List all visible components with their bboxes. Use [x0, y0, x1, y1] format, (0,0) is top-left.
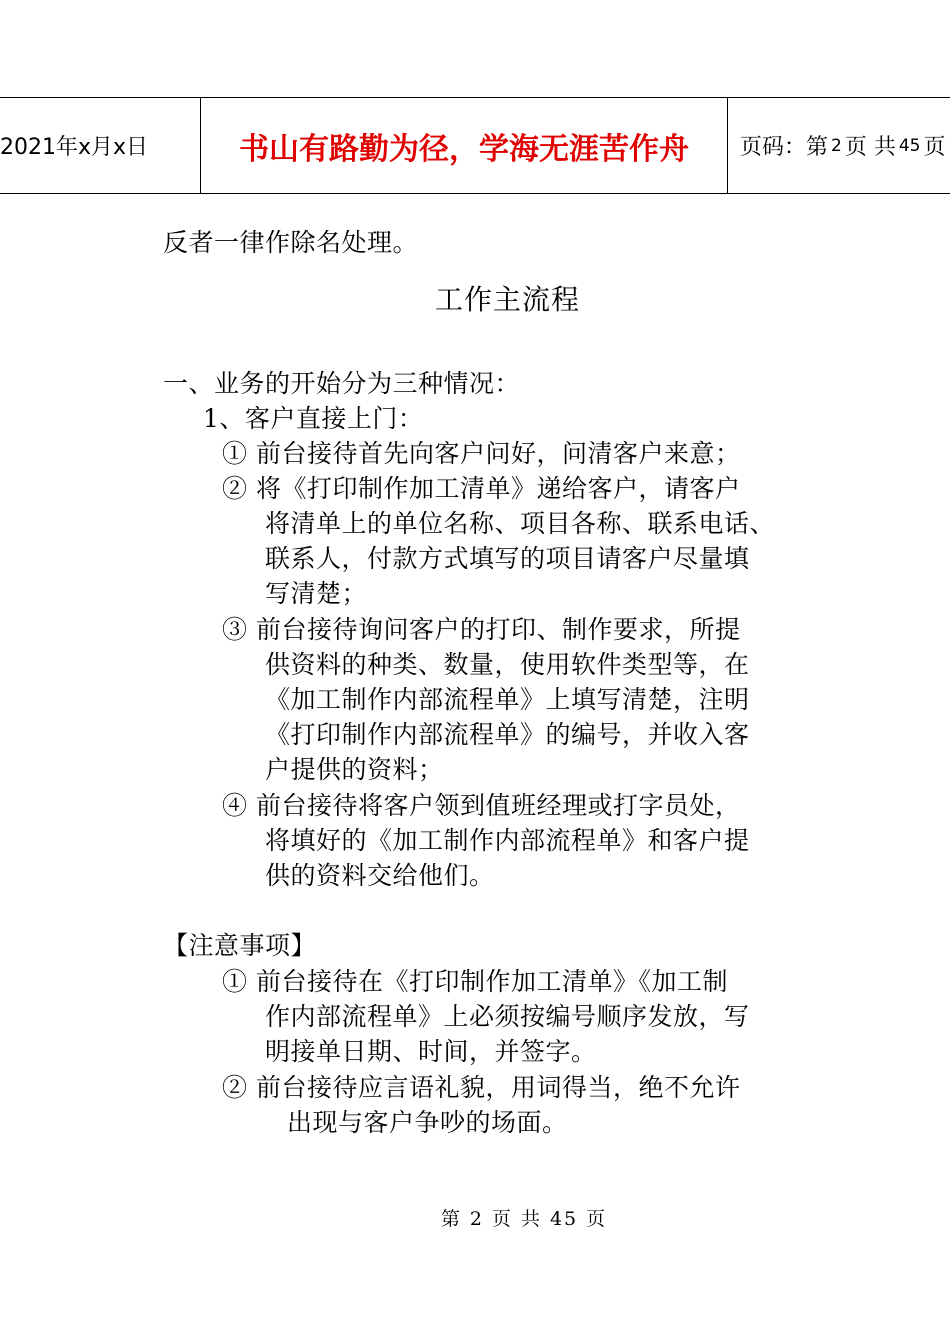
list-item: ① 前台接待在《打印制作加工清单》《加工制: [222, 967, 728, 996]
list-item: ③ 前台接待询问客户的打印、制作要求，所提: [222, 615, 741, 644]
notes-heading: 【注意事项】: [163, 931, 317, 960]
header-page-num: 2: [831, 135, 842, 156]
footer-total: 45: [549, 1208, 579, 1230]
list-item-cont: 将填好的《加工制作内部流程单》和客户提: [265, 826, 750, 855]
header-page-label: 页码：第: [740, 135, 829, 160]
list-item-cont: 将清单上的单位名称、项目各称、联系电话、: [265, 509, 776, 538]
header-page-total: 45: [898, 135, 921, 156]
list-item-cont: 联系人，付款方式填写的项目请客户尽量填: [265, 544, 750, 573]
header-table: [0, 97, 950, 194]
header-page-info: [740, 98, 950, 193]
header-date: 2021年x月x日: [0, 135, 149, 160]
list-item: ② 前台接待应言语礼貌，用词得当，绝不允许: [222, 1073, 741, 1102]
list-item-cont: 供的资料交给他们。: [265, 861, 495, 890]
section-heading: 一、业务的开始分为三种情况：: [163, 369, 521, 398]
list-item-cont: 户提供的资料；: [265, 755, 444, 784]
list-item: ① 前台接待首先向客户问好，问清客户来意；: [222, 439, 741, 468]
header-page-mid: 页 共: [844, 135, 896, 160]
list-item: ② 将《打印制作加工清单》递给客户，请客户: [222, 474, 741, 503]
list-item-cont: 供资料的种类、数量，使用软件类型等，在: [265, 650, 750, 679]
subsection-heading: 1、客户直接上门：: [203, 404, 424, 433]
footer-page-num: 2: [469, 1208, 484, 1230]
list-item-cont: 《打印制作内部流程单》的编号，并收入客: [265, 720, 750, 749]
body-line-continuation: 反者一律作除名处理。: [163, 228, 419, 257]
footer-pre: 第: [440, 1208, 462, 1230]
list-item-cont: 出现与客户争吵的场面。: [287, 1108, 568, 1137]
list-item: ④ 前台接待将客户领到值班经理或打字员处，: [222, 791, 741, 820]
page-footer: [0, 1204, 950, 1231]
header-page-end: 页: [923, 135, 946, 160]
list-item-cont: 《加工制作内部流程单》上填写清楚，注明: [265, 685, 750, 714]
list-item-cont: 作内部流程单》上必须按编号顺序发放，写: [265, 1002, 750, 1031]
footer-post: 页: [586, 1208, 608, 1230]
footer-mid: 页 共: [491, 1208, 542, 1230]
list-item-cont: 明接单日期、时间，并签字。: [265, 1037, 597, 1066]
header-motto: 书山有路勤为径，学海无涯苦作舟: [200, 98, 728, 193]
list-item-cont: 写清楚；: [265, 579, 368, 608]
page-title: 工作主流程: [434, 283, 580, 316]
